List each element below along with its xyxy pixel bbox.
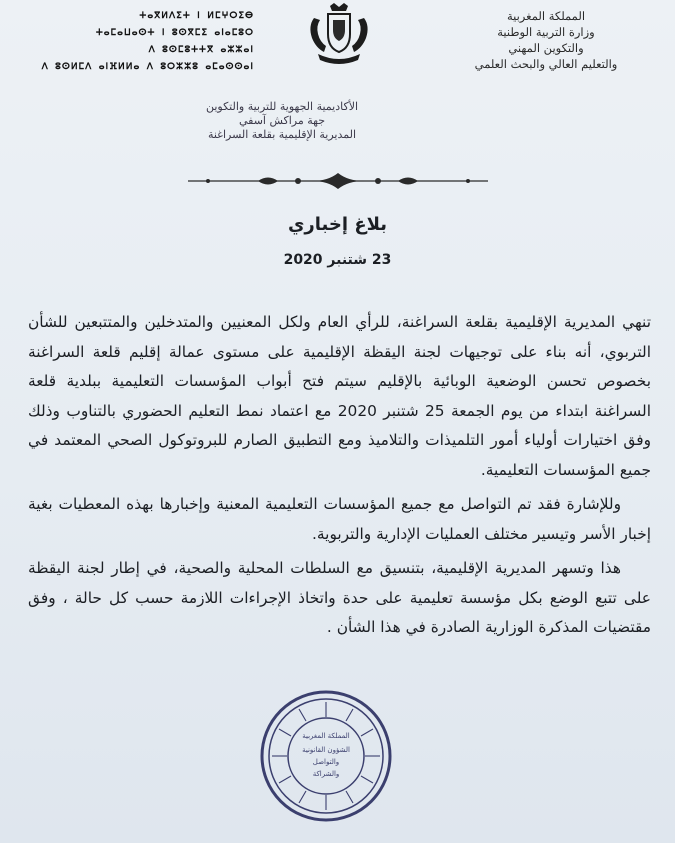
stamp-line-3: والتواصل — [312, 758, 340, 766]
tifinagh-header — [14, 8, 254, 76]
tifinagh-line-1: ⵜⴰⴳⵍⴷⵉⵜ ⵏ ⵍⵎⵖⵔⵉⴱ — [139, 11, 254, 21]
ornament-divider-icon — [178, 170, 498, 192]
ministry-header — [431, 8, 661, 72]
tifinagh-line-4: ⴷ ⵓⵙⵍⵎⴷ ⴰⵏⴼⵍⵍⴰ ⴷ ⵓⵔⵣⵣⵓ ⴰⵎⴰⵙⵙⴰⵏ — [41, 62, 254, 72]
paragraph-2: وللإشارة فقد تم التواصل مع جميع المؤسسات التعليمية المعنية وإخبارها بهذه المعطيات بغية إخبار الأسر وتيسير مختلف العمليات الإدارية والتربوية. — [28, 495, 651, 543]
document-date: 23 شتنبر 2020 — [283, 252, 392, 268]
stamp-line-2: الشؤون القانونية — [302, 746, 350, 754]
academy-line-1: الأكاديمية الجهوية للتربية والتكوين — [205, 100, 359, 113]
paragraph-3: هذا وتسهر المديرية الإقليمية، بتنسيق مع السلطات المحلية والصحية، في إطار لجنة اليقظة على تتبع الوضع بكل مؤسسة تعليمية على حدة واتخاذ الإجراءات اللازمة حسب كل حالة ، وفق مقتضيات المذكرة الوزارية الصادرة في هذا الشأن . — [28, 559, 651, 636]
stamp-line-4: والشراكة — [312, 770, 340, 778]
tifinagh-line-2: ⵜⴰⵎⴰⵡⴰⵙⵜ ⵏ ⵓⵙⴳⵎⵉ ⴰⵏⴰⵎⵓⵔ — [95, 28, 254, 38]
ministry-line-1: وزارة التربية الوطنية — [497, 25, 595, 39]
page-title: بلاغ إخباري — [287, 214, 388, 235]
academy-line-2: جهة مراكش آسفي — [238, 114, 326, 127]
stamp-line-1: المملكة المغربية — [302, 732, 350, 740]
ministry-line-3: والتعليم العالي والبحث العلمي — [474, 57, 618, 71]
academy-line-3: المديرية الإقليمية بقلعة السراغنة — [207, 128, 357, 141]
paragraph-1: تنهي المديرية الإقليمية بقلعة السراغنة، للرأي العام ولكل المعنيين والمتدخلين والمتتبعين للشأن التربوي، أنه بناء على توجيهات لجنة اليقظة الإقليمية على مستوى عمالة إقليم قلعة السراغنة بخصوص تحسن الوضعية الوبائية بالإقليم سيتم فتح أبواب المؤسسات التعليمية ببلدية قلعة السراغنة ابتداء من يوم الجمعة 25 شتنبر 2020 مع اعتماد نمط التعليم الحضوري بالتناوب وذلك وفق اختيارات أولياء أمور التلميذات والتلاميذ ومع التطبيق الصارم للبروتوكول الصحي المعتمد في جميع المؤسسات التعليمية. — [28, 313, 651, 479]
kingdom-emblem-icon — [300, 2, 378, 66]
document-body — [28, 308, 651, 643]
academy-block — [0, 100, 675, 142]
tifinagh-line-3: ⴷ ⵓⵙⵎⵓⵜⵜⴳ ⴰⵣⵣⴰⵏ — [148, 45, 254, 55]
ministry-line-2: والتكوين المهني — [508, 41, 584, 55]
official-stamp-icon — [258, 688, 394, 824]
kingdom-name: المملكة المغربية — [506, 9, 586, 23]
